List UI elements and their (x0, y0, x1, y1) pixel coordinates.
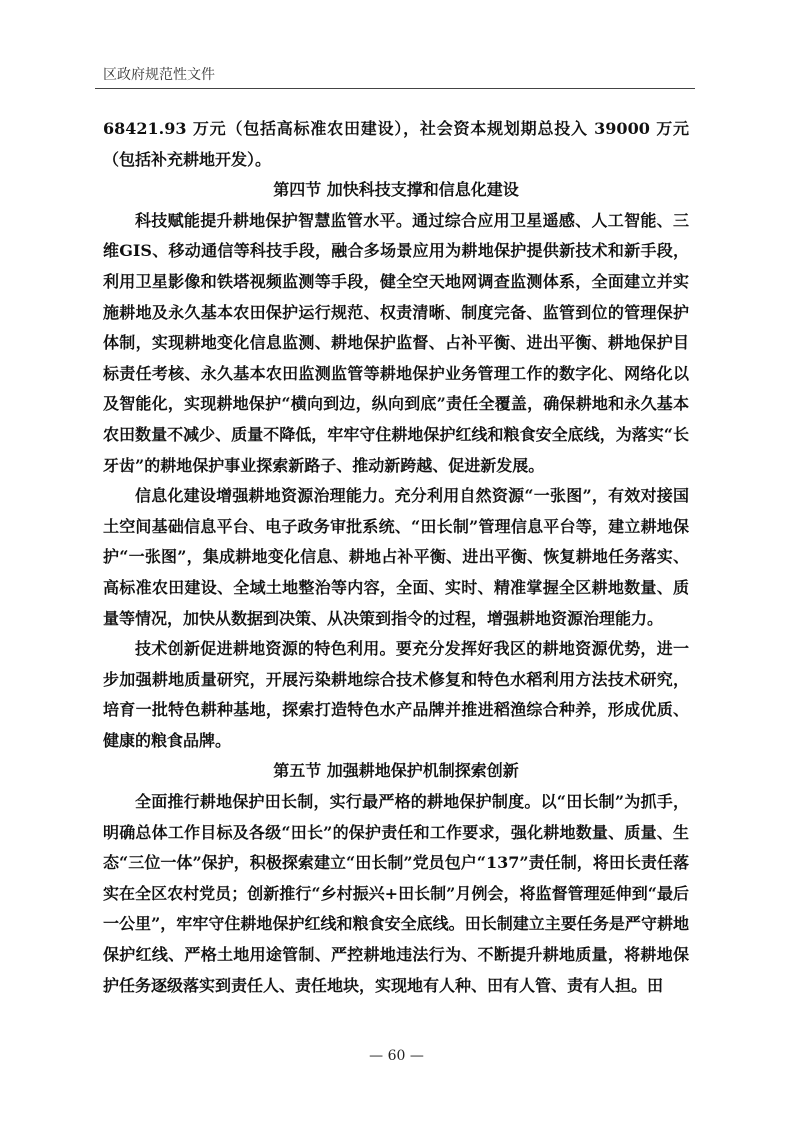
document-body (103, 114, 689, 1001)
section-heading-5: 第五节 加强耕地保护机制探索创新 (273, 761, 519, 781)
header-divider (95, 88, 695, 89)
paragraph-field-chief-system: 全面推行耕地保护田长制，实行最严格的耕地保护制度。以“田长制”为抓手，明确总体工作目标及各级“田长”的保护责任和工作要求，强化耕地数量、质量、生态“三位一体”保护，积极探索建立“田长制”党员包户“137”责任制，将田长责任落实在全区农村党员；创新推行“乡村振兴+田长制”月例会，将监督管理延伸到“最后一公里”，牢牢守住耕地保护红线和粮食安全底线。田长制建立主要任务是严守耕地保护红线、严格土地用途管制、严控耕地违法行为、不断提升耕地质量，将耕地保护任务逐级落实到责任人、责任地块，实现地有人种、田有人管、责有人担。田 (103, 792, 689, 995)
section-heading-4: 第四节 加快科技支撑和信息化建设 (273, 180, 519, 200)
page-number: — 60 — (369, 1048, 424, 1064)
paragraph-tech-supervision: 科技赋能提升耕地保护智慧监管水平。通过综合应用卫星遥感、人工智能、三维GIS、移动通信等科技手段，融合多场景应用为耕地保护提供新技术和新手段，利用卫星影像和铁塔视频监测等手段，健全空天地网调查监测体系，全面建立并实施耕地及永久基本农田保护运行规范、权责清晰、制度完备、监管到位的管理保护体制，实现耕地变化信息监测、耕地保护监督、占补平衡、进出平衡、耕地保护目标责任考核、永久基本农田监测监管等耕地保护业务管理工作的数字化、网络化以及智能化，实现耕地保护“横向到边，纵向到底”责任全覆盖，确保耕地和永久基本农田数量不减少、质量不降低，牢牢守住耕地保护红线和粮食安全底线，为落实“长牙齿”的耕地保护事业探索新路子、推动新跨越、促进新发展。 (103, 210, 689, 475)
document-header-title: 区政府规范性文件 (103, 67, 215, 83)
paragraph-informatization: 信息化建设增强耕地资源治理能力。充分利用自然资源“一张图”，有效对接国土空间基础信息平台、电子政务审批系统、“田长制”管理信息平台等，建立耕地保护“一张图”，集成耕地变化信息、耕地占补平衡、进出平衡、恢复耕地任务落实、高标准农田建设、全域土地整治等内容，全面、实时、精准掌握全区耕地数量、质量等情况，加快从数据到决策、从决策到指令的过程，增强耕地资源治理能力。 (103, 486, 689, 628)
continued-paragraph: 68421.93 万元（包括高标准农田建设），社会资本规划期总投入 39000 万元（包括补充耕地开发）。 (103, 119, 689, 169)
paragraph-tech-innovation: 技术创新促进耕地资源的特色利用。要充分发挥好我区的耕地资源优势，进一步加强耕地质量研究，开展污染耕地综合技术修复和特色水稻利用方法技术研究，培育一批特色耕种基地，探索打造特色水产品牌并推进稻渔综合种养，形成优质、健康的粮食品牌。 (103, 639, 689, 750)
